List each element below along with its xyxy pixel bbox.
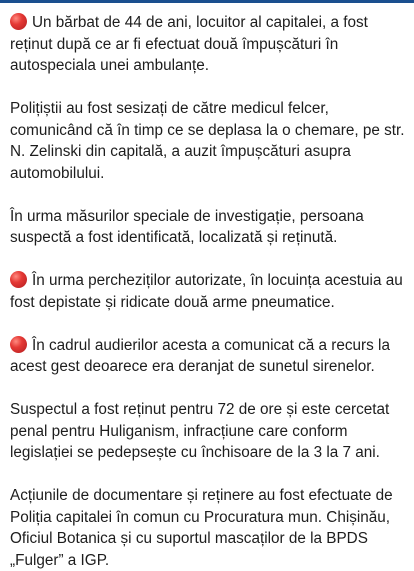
paragraph-5-text: În cadrul audierilor acesta a comunicat că a recurs la acest gest deoarece era deranjat de sunetul sirenelor. (10, 336, 390, 375)
article-body (10, 12, 408, 571)
top-accent-bar (0, 0, 414, 3)
paragraph-5 (10, 335, 408, 378)
red-circle-icon (10, 13, 27, 30)
paragraph-7-text: Acțiunile de documentare și reținere au fost efectuate de Poliția capitalei în comun cu Procuratura mun. Chișinău, Oficiul Botanica și cu suportul mascaților de la BPDS „Fulger” a IGP. (10, 487, 393, 569)
red-circle-icon (10, 336, 27, 353)
paragraph-2 (10, 98, 408, 184)
red-circle-icon (10, 271, 27, 288)
paragraph-3 (10, 206, 408, 249)
paragraph-4 (10, 270, 408, 313)
paragraph-3-text: În urma măsurilor speciale de investigație, persoana suspectă a fost identificată, localizată și reținută. (10, 207, 364, 246)
paragraph-1 (10, 12, 408, 77)
paragraph-1-text: Un bărbat de 44 de ani, locuitor al capitalei, a fost reținut după ce ar fi efectuat două împușcături în autospeciala unei ambulanțe. (10, 14, 368, 74)
paragraph-7 (10, 485, 408, 571)
paragraph-6 (10, 399, 408, 464)
paragraph-4-text: În urma percheziților autorizate, în locuința acestuia au fost depistate și ridicate două arme pneumatice. (10, 272, 403, 311)
paragraph-6-text: Suspectul a fost reținut pentru 72 de ore și este cercetat penal pentru Huliganism, infracțiune care conform legislației se pedepsește cu închisoare de la 3 la 7 ani. (10, 401, 390, 461)
paragraph-2-text: Polițiștii au fost sesizați de către medicul felcer, comunicând că în timp ce se deplasa la o chemare, pe str. N. Zelinski din capitală, a auzit împușcături asupra automobilului. (10, 100, 405, 182)
